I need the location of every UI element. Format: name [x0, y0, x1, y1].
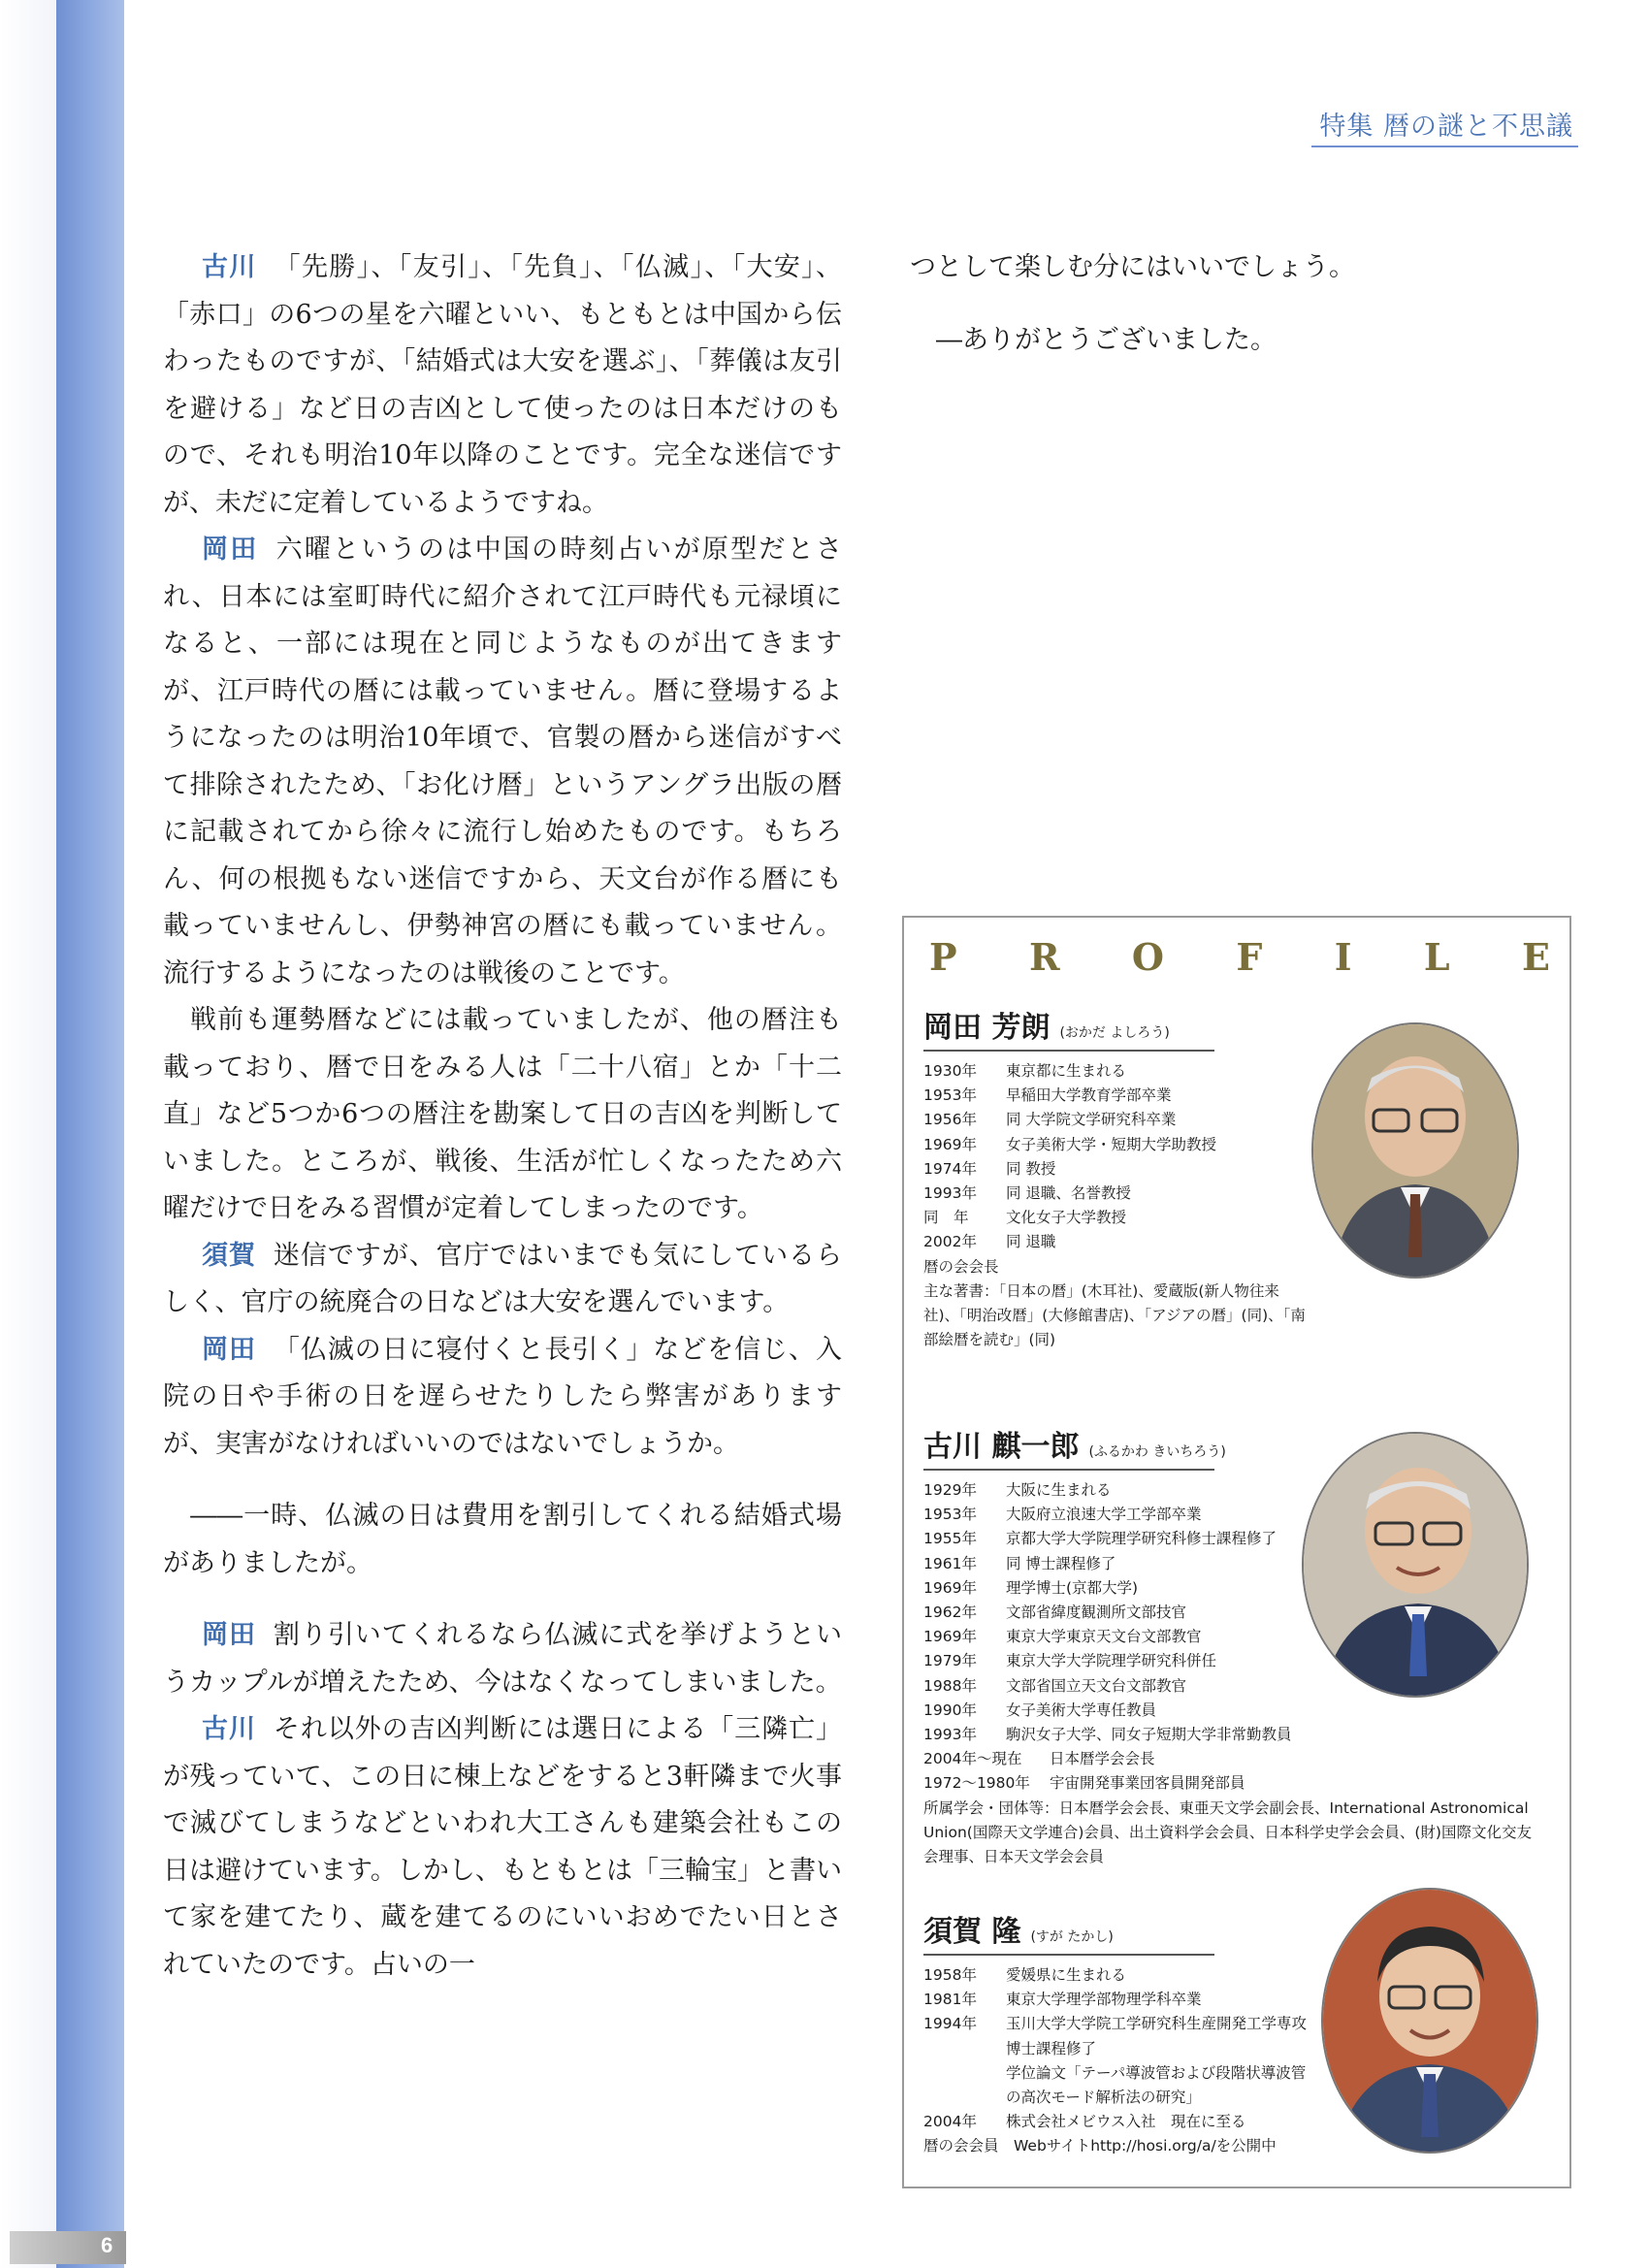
career-item: 同 退職、名誉教授 — [1006, 1184, 1131, 1203]
speaker-label: 古川 — [202, 1714, 256, 1744]
career-year: 1988年 — [923, 1676, 977, 1695]
career-row — [923, 1988, 1311, 2012]
career-row — [923, 1157, 1311, 1182]
question-paragraph — [163, 1493, 842, 1587]
person-name: 須賀 隆 — [923, 1915, 1021, 1949]
career-item: 女子美術大学専任教員 — [1006, 1701, 1157, 1719]
career-row — [923, 2012, 1311, 2060]
career-year — [923, 2061, 1006, 2110]
person-reading: (おかだ よしろう) — [1059, 1025, 1170, 1041]
profile-note: 所属学会・団体等：日本暦学会会長、東亜天文学会副会長、International Astronomical Union(国際天文学連合)会員、出土資料学会会員、日本科学史学会会員、(財)国際文化交友会理事、日本天文学会会員 — [923, 1798, 1532, 1866]
paragraph-text: それ以外の吉凶判断には選日による「三隣亡」が残っていて、この日に棟上などをすると3軒隣まで火事で滅びてしまうなどといわれ大工さんも建築会社もこの日は避けています。しかし、もともとは「三輪宝」と書いて家を建てたり、蔵を建てるのにいいおめでたい日とされていたのです。占いの一 — [163, 1714, 843, 1980]
career-item: 文部省緯度観測所文部技官 — [1006, 1604, 1187, 1622]
paragraph-text: 戦前も運勢暦などには載っていましたが、他の暦注も載っており、暦で日をみる人は「二十八宿」とか「十二直」など5つか6つの暦注を勘案して日の吉凶を判断していました。ところが、戦後、生活が忙しくなったため六曜だけで日をみる習慣が定着してしまったのです。 — [163, 1005, 842, 1223]
profile-note: 主な著書：「日本の暦」(木耳社)、愛蔵版(新人物往来社)、「明治改暦」(大修館書店)、「アジアの暦」(同)、「南部絵暦を読む」(同) — [923, 1281, 1306, 1349]
career-year: 1974年 — [923, 1159, 977, 1178]
paragraph-text: 六曜というのは中国の時刻占いが原型だとされ、日本には室町時代に紹介されて江戸時代も元禄頃になると、一部には現在と同じようなものが出てきますが、江戸時代の暦には載っていません。暦に登場するようになったのは明治10年頃で、官製の暦から迷信がすべて排除されたため、「お化け暦」というアングラ出版の暦に記載されてから徐々に流行し始めたものです。もちろん、何の根拠もない迷信ですから、天文台が作る暦にも載っていませんし、伊勢神宮の暦にも載っていません。流行するようになったのは戦後のことです。 — [163, 535, 843, 988]
paragraph — [163, 997, 842, 1233]
side-color-band — [56, 0, 124, 2268]
career-year: 1994年 — [923, 2015, 977, 2033]
career-item: 同 大学院文学研究科卒業 — [1006, 1111, 1177, 1129]
career-row — [923, 1552, 1331, 1576]
career-row — [923, 2110, 1311, 2134]
speaker-label: 古川 — [202, 252, 257, 282]
career-year: 1990年 — [923, 1701, 977, 1719]
career-year: 1969年 — [923, 1135, 977, 1153]
profile-letter: F — [1236, 935, 1263, 979]
career-year: 1969年 — [923, 1578, 977, 1597]
profile-letter: O — [1131, 935, 1165, 979]
career-item: 宇宙開発事業団客員開発部員 — [1050, 1774, 1245, 1793]
portrait-okada — [1311, 1022, 1519, 1279]
career-item: 東京都に生まれる — [1006, 1062, 1127, 1080]
portrait-okada-image — [1313, 1024, 1517, 1277]
career-row — [923, 1503, 1331, 1527]
career-row — [923, 1478, 1331, 1503]
career-item: 駒沢女子大学、同女子短期大学非常勤教員 — [1006, 1726, 1292, 1744]
page-number: 6 — [101, 2233, 113, 2257]
paragraph-text: つとして楽しむ分にはいいでしょう。 — [910, 252, 1355, 282]
career-year: 1962年 — [923, 1604, 977, 1622]
career-year: 1972～1980年 — [923, 1774, 1030, 1793]
career-row — [923, 1108, 1311, 1132]
career-item: 東京大学大学院理学研究科併任 — [1006, 1652, 1217, 1670]
profile-note: 暦の会会員 Webサイトhttp://hosi.org/a/を公開中 — [923, 2137, 1277, 2155]
person-reading: (ふるかわ きいちろう) — [1088, 1444, 1226, 1460]
career-row — [923, 1699, 1331, 1723]
page-edge — [0, 0, 56, 2268]
profile-note: 暦の会会長 — [923, 1257, 999, 1276]
speaker-label: 岡田 — [202, 535, 259, 565]
career-item: 大阪に生まれる — [1006, 1481, 1112, 1499]
career-row — [923, 1601, 1331, 1625]
career-row — [923, 1230, 1311, 1254]
career-row — [923, 1576, 1331, 1601]
left-column — [163, 244, 842, 1989]
career-year: 2004年 — [923, 2113, 977, 2131]
career-row — [923, 1747, 1544, 1771]
profile-heading — [929, 935, 1550, 979]
career-item: 玉川大学大学院工学研究科生産開発工学専攻博士課程修了 — [1006, 2015, 1308, 2057]
portrait-furukawa — [1302, 1432, 1529, 1698]
paragraph — [163, 244, 842, 527]
career-year: 1993年 — [923, 1184, 977, 1203]
portrait-suga-image — [1323, 1890, 1536, 2152]
paragraph-text: 「仏滅の日に寝付くと長引く」などを信じ、入院の日や手術の日を遅らせたりしたら弊害がありますが、実害がなければいいのではないでしょうか。 — [163, 1334, 843, 1459]
career-list — [923, 1963, 1311, 2159]
career-item: 女子美術大学・短期大学助教授 — [1006, 1135, 1217, 1153]
career-row — [923, 1059, 1311, 1084]
career-year: 1929年 — [923, 1481, 977, 1499]
person-name: 岡田 芳朗 — [923, 1011, 1051, 1045]
paragraph — [910, 244, 1550, 292]
career-year: 1993年 — [923, 1726, 977, 1744]
career-item: 文部省国立天文台文部教官 — [1006, 1676, 1187, 1695]
career-item: 東京大学東京天文台文部教官 — [1006, 1628, 1202, 1646]
profile-letter: L — [1423, 935, 1450, 979]
career-year: 1969年 — [923, 1628, 977, 1646]
profile-letter: P — [929, 935, 957, 979]
paragraph-text: ――一時、仏滅の日は費用を割引してくれる結婚式場がありましたが。 — [163, 1501, 842, 1578]
paragraph — [163, 1706, 842, 1989]
career-item: 日本暦学会会長 — [1050, 1750, 1155, 1768]
career-item: 早稲田大学教育学部卒業 — [1006, 1086, 1172, 1105]
name-underline — [923, 1050, 1214, 1052]
career-year: 1961年 — [923, 1554, 977, 1572]
career-row — [923, 1771, 1544, 1796]
profile-letter: E — [1522, 935, 1550, 979]
career-item: 京都大学大学院理学研究科修士課程修了 — [1006, 1530, 1277, 1548]
career-item: 大阪府立浪速大学工学部卒業 — [1006, 1506, 1202, 1524]
speaker-label: 岡田 — [202, 1620, 256, 1650]
career-row — [923, 1723, 1544, 1747]
career-row — [923, 1674, 1331, 1699]
career-year: 1981年 — [923, 1991, 977, 2009]
paragraph — [163, 527, 842, 997]
portrait-furukawa-image — [1304, 1434, 1527, 1696]
career-item: 同 博士課程修了 — [1006, 1554, 1116, 1572]
profile-letter: R — [1028, 935, 1060, 979]
right-column — [910, 244, 1550, 364]
career-year: 1958年 — [923, 1966, 977, 1984]
paragraph-text: 「先勝」、「友引」、「先負」、「仏滅」、「大安」、「赤口」の6つの星を六曜といい、もともとは中国から伝わったものですが、「結婚式は大安を選ぶ」、「葬儀は友引を避ける」など日の吉凶として使ったのは日本だけのもので、それも明治10年以降のことです。完全な迷信ですが、未だに定着しているようですね。 — [163, 252, 843, 518]
paragraph-text: 割り引いてくれるなら仏滅に式を挙げようというカップルが増えたため、今はなくなってしまいました。 — [163, 1620, 843, 1698]
career-item: 学位論文「テーパ導波管および段階状導波管の高次モード解析法の研究」 — [1006, 2063, 1307, 2107]
career-year: 2004年～現在 — [923, 1750, 1022, 1768]
career-row — [923, 1625, 1331, 1649]
career-year: 1956年 — [923, 1111, 977, 1129]
career-item: 同 教授 — [1006, 1159, 1056, 1178]
speaker-label: 須賀 — [202, 1240, 256, 1271]
section-title: 特集 暦の謎と不思議 — [1319, 112, 1573, 142]
paragraph — [163, 1612, 842, 1706]
career-item: 東京大学理学部物理学科卒業 — [1006, 1991, 1202, 2009]
profile-letter: I — [1334, 935, 1352, 979]
career-row — [923, 2061, 1311, 2110]
profile-box — [902, 916, 1571, 2188]
career-item: 愛媛県に生まれる — [1006, 1966, 1127, 1984]
career-item: 理学博士(京都大学) — [1006, 1578, 1139, 1597]
career-year: 1953年 — [923, 1506, 977, 1524]
career-year: 1979年 — [923, 1652, 977, 1670]
speaker-label: 岡田 — [202, 1334, 256, 1365]
name-underline — [923, 1954, 1214, 1956]
career-row — [923, 1206, 1311, 1230]
career-row — [923, 1133, 1311, 1157]
paragraph — [163, 1327, 842, 1469]
career-list — [923, 1059, 1311, 1352]
career-year: 1955年 — [923, 1530, 977, 1548]
career-item: 文化女子大学教授 — [1006, 1209, 1127, 1227]
career-year: 1930年 — [923, 1062, 977, 1080]
career-year: 同 年 — [923, 1209, 969, 1227]
paragraph — [163, 1233, 842, 1327]
career-row — [923, 1527, 1311, 1551]
paragraph-text: 迷信ですが、官庁ではいまでも気にしているらしく、官庁の統廃合の日などは大安を選んでいます。 — [163, 1240, 843, 1317]
person-reading: (すが たかし) — [1030, 1929, 1114, 1945]
career-row — [923, 1182, 1311, 1206]
name-underline — [923, 1469, 1214, 1471]
career-row — [923, 1649, 1331, 1673]
header-underline — [1311, 146, 1578, 147]
person-name: 古川 麒一郎 — [923, 1430, 1080, 1464]
portrait-suga — [1321, 1888, 1538, 2154]
career-year: 2002年 — [923, 1233, 977, 1251]
paragraph-text: ―ありがとうございました。 — [910, 324, 1277, 355]
career-item: 株式会社メビウス入社 現在に至る — [1006, 2113, 1246, 2131]
career-year: 1953年 — [923, 1086, 977, 1105]
career-row — [923, 1963, 1311, 1988]
closing-paragraph — [910, 317, 1550, 365]
career-item: 同 退職 — [1006, 1233, 1056, 1251]
career-row — [923, 1084, 1311, 1108]
